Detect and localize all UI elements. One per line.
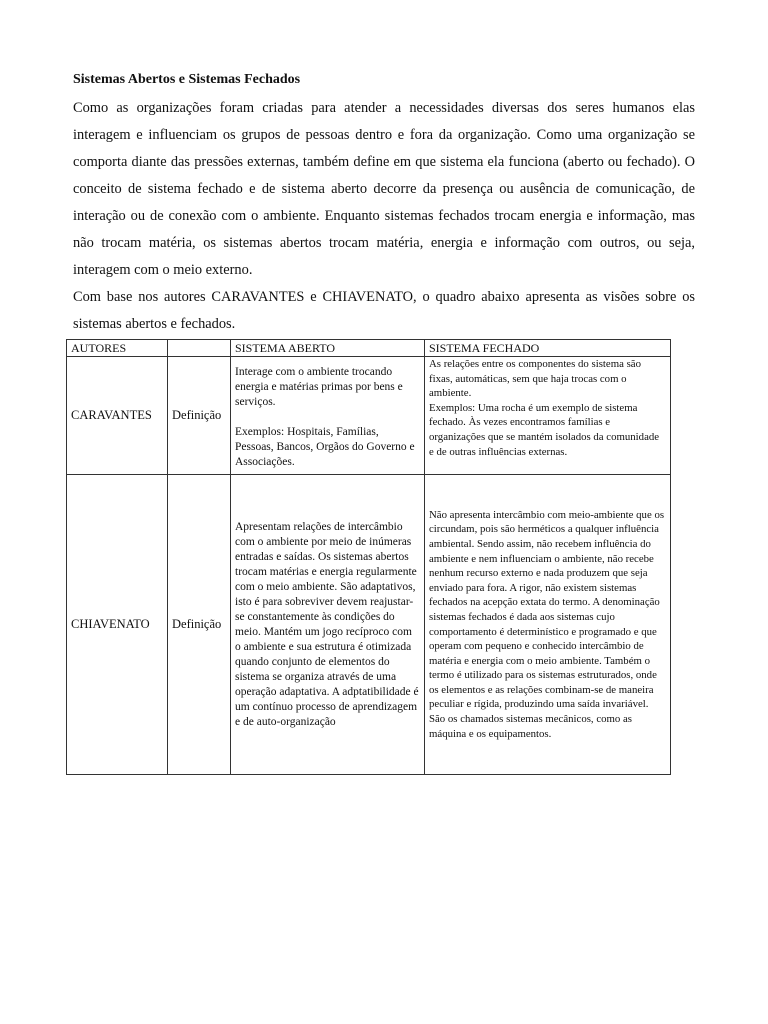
table-intro-paragraph: Com base nos autores CARAVANTES e CHIAVENATO, o quadro abaixo apresenta as visões sobre os sistemas abertos e fechados. <box>73 289 695 332</box>
header-open-system: SISTEMA ABERTO <box>231 340 425 357</box>
header-blank <box>168 340 231 357</box>
table-header-row <box>67 340 671 357</box>
open-system-cell: Apresentam relações de intercâmbio com o ambiente por meio de inúmeras entradas e saídas. Os sistemas abertos trocam matérias e energia regularmente com o meio ambiente. São adaptativos, isto é para sobreviver devem reajustar-se constantemente às condições do meio. Mantém um jogo recíproco com o ambiente e sua estrutura é otimizada quando conjunto de elementos do sistema se organiza através de uma operação adaptativa. A adptatibilidade é um contínuo processo de aprendizagem e de auto-organização <box>231 475 425 775</box>
definition-label: Definição <box>168 357 231 475</box>
table-row <box>67 475 671 775</box>
author-cell: CARAVANTES <box>67 357 168 475</box>
comparison-table <box>66 339 671 775</box>
closed-system-cell: As relações entre os componentes do sistema são fixas, automáticas, sem que haja trocas com o ambiente. Exemplos: Uma rocha é um exemplo de sistema fechado. Às vezes encontramos famílias e organizações que se mantém isolados da comunidade e de outras influências externas. <box>425 357 671 475</box>
intro-paragraph: Como as organizações foram criadas para atender a necessidades diversas dos seres humanos elas interagem e influenciam os grupos de pessoas dentro e fora da organização. Como uma organização se comporta diante das pressões externas, também define em que sistema ela funciona (aberto ou fechado). O conceito de sistema fechado e de sistema aberto decorre da presença ou ausência de comunicação, de interação ou de conexão com o ambiente. Enquanto sistemas fechados trocam energia e informação, mas não trocam matéria, os sistemas abertos trocam matéria, energia e informação com outros, ou seja, interagem com o meio externo. <box>73 100 695 278</box>
author-cell: CHIAVENATO <box>67 475 168 775</box>
closed-system-cell: Não apresenta intercâmbio com meio-ambiente que os circundam, pois são herméticos a qualquer influência ambiental. Sendo assim, não recebem influência do ambiente e nem influenciam o ambiente, não recebe nenhum recurso externo e nada produzem que seja enviado para fora. A rigor, não existem sistemas fechados na acepção extata do termo. A denominação sistemas fechados é dada aos sistemas cujo comportamento é determinístico e programado e que operam com pequeno e conhecido intercâmbio de matéria e energia com o meio ambiente. Também o termo é utilizado para os sistemas estruturados, onde os elementos e as relações combinam-se de maneira peculiar e rígida, produzindo uma saída invariável. São os chamados sistemas mecânicos, como as máquina e os equipamentos. <box>425 475 671 775</box>
open-system-cell: Interage com o ambiente trocando energia e matérias primas por bens e serviços. Exemplos: Hospitais, Famílias, Pessoas, Bancos, Orgãos do Governo e Associações. <box>231 357 425 475</box>
header-authors: AUTORES <box>67 340 168 357</box>
header-closed-system: SISTEMA FECHADO <box>425 340 671 357</box>
definition-label: Definição <box>168 475 231 775</box>
section-heading: Sistemas Abertos e Sistemas Fechados <box>73 72 301 87</box>
table-row <box>67 357 671 475</box>
